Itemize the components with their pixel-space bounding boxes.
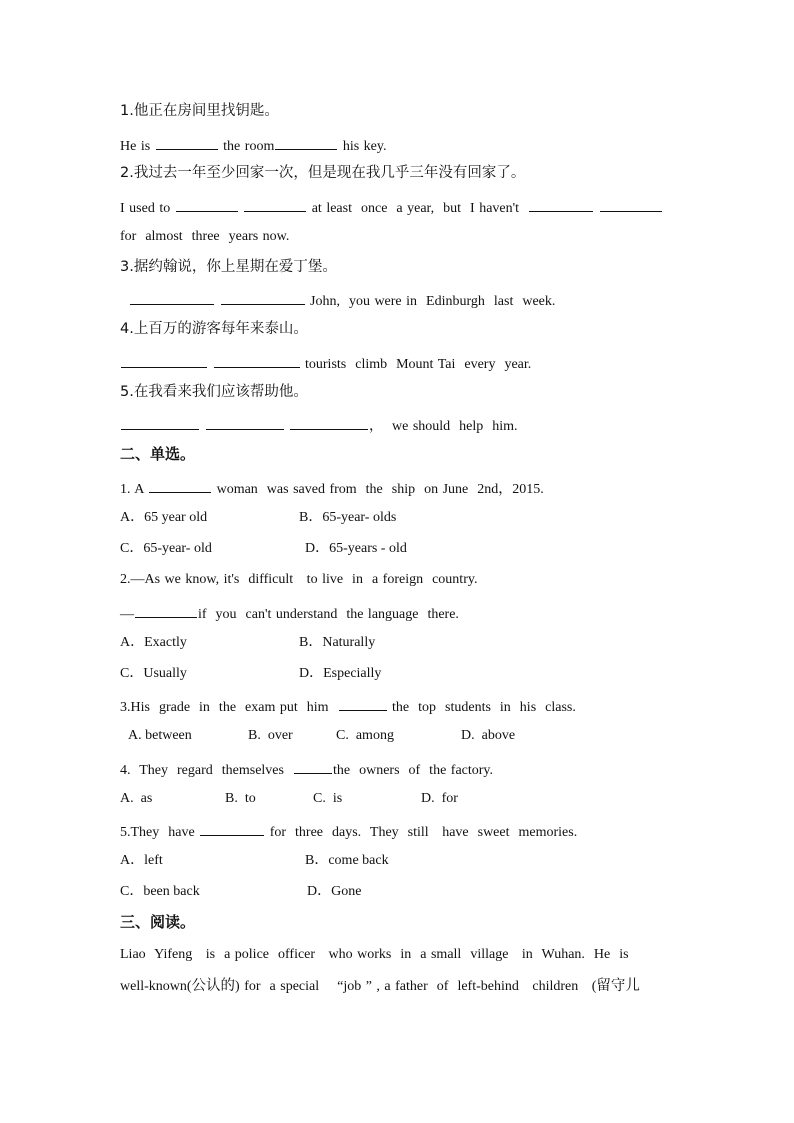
mc-q5 [120,821,577,842]
answer-blank[interactable] [339,696,387,711]
reading-line-2 [120,977,640,996]
q2-english-line1 [120,197,663,218]
mc-q1-text-a: 1. A [120,482,144,497]
mc-q2-option-b[interactable]: B．Naturally [299,635,376,650]
q1-text-b: the room [223,139,275,154]
mc-q5-text-b: for three days. They still have sweet memories. [269,825,578,840]
q4-chinese: 4.上百万的游客每年来泰山。 [120,321,308,337]
answer-blank[interactable] [290,415,368,430]
mc-q4-text-b: the owners of the factory. [332,763,494,778]
q1-english [120,135,386,156]
mc-q4 [120,759,493,780]
mc-q1-text-b: woman was saved from the ship on June 2nd，2015. [216,482,544,497]
mc-q2-option-c[interactable]: C．Usually [120,666,187,681]
answer-blank[interactable] [206,415,284,430]
answer-blank[interactable] [221,290,305,305]
reading-text-a: well-known( [120,979,192,994]
mc-q5-option-d[interactable]: D．Gone [307,884,362,899]
mc-q3-text-a: 3.His grade in the exam put him [120,700,329,715]
mc-q4-option-c[interactable]: C. is [313,791,343,806]
mc-q1-option-c[interactable]: C．65-year- old [120,541,212,556]
q3-text: John, you were in Edinburgh last week. [310,294,556,309]
mc-q2-line1: 2.—As we know, it's difficult to live in a foreign country. [120,572,478,587]
mc-q1-option-a[interactable]: A．65 year old [120,510,208,525]
q4-text: tourists climb Mount Tai every year. [305,357,532,372]
q2-text-a: I used to [120,201,171,216]
q2-text-b: at least once a year, but I haven't [311,201,520,216]
mc-q3 [120,696,576,717]
q1-chinese: 1.他正在房间里找钥匙。 [120,103,279,119]
answer-blank[interactable] [244,197,306,212]
mc-q3-option-d[interactable]: D. above [461,728,516,743]
q5-chinese: 5.在我看来我们应该帮助他。 [120,384,308,400]
answer-blank[interactable] [275,135,337,150]
mc-q5-option-a[interactable]: A．left [120,853,163,868]
q2-chinese: 2.我过去一年至少回家一次，但是现在我几乎三年没有回家了。 [120,165,526,181]
q1-text-c: his key. [342,139,387,154]
mc-q1 [120,478,544,499]
reading-chinese-gloss-2: 留守儿 [596,978,640,994]
answer-blank[interactable] [156,135,218,150]
answer-blank[interactable] [200,821,264,836]
q4-english [120,353,531,374]
answer-blank[interactable] [600,197,662,212]
q5-english [120,415,518,436]
mc-q2-option-d[interactable]: D．Especially [299,666,382,681]
answer-blank[interactable] [176,197,238,212]
mc-q2-text: if you can't understand the language there. [198,607,459,622]
mc-q5-option-b[interactable]: B．come back [305,853,389,868]
mc-q2-line2 [120,603,459,624]
q2-english-line2: for almost three years now. [120,229,290,244]
mc-q2-dash: — [120,607,134,622]
q3-english [120,290,555,311]
mc-q1-option-b[interactable]: B．65-year- olds [299,510,397,525]
q3-chinese: 3.据约翰说，你上星期在爱丁堡。 [120,259,337,275]
mc-q4-option-b[interactable]: B. to [225,791,256,806]
mc-q3-option-a[interactable]: A. between [128,728,192,743]
mc-q3-option-c[interactable]: C. among [336,728,394,743]
section-heading-choice: 二、单选。 [120,445,196,463]
answer-blank[interactable] [135,603,197,618]
reading-text-b: ) for a special “job ” , a father of left-behind children ( [235,979,597,994]
answer-blank[interactable] [214,353,300,368]
mc-q4-option-d[interactable]: D. for [421,791,458,806]
answer-blank[interactable] [121,353,207,368]
mc-q3-text-b: the top students in his class. [392,700,576,715]
answer-blank[interactable] [149,478,211,493]
answer-blank[interactable] [294,759,332,774]
answer-blank[interactable] [121,415,199,430]
answer-blank[interactable] [529,197,593,212]
mc-q4-text-a: 4. They regard themselves [120,763,284,778]
mc-q1-option-d[interactable]: D．65-years - old [305,541,407,556]
answer-blank[interactable] [130,290,214,305]
mc-q3-option-b[interactable]: B. over [248,728,293,743]
mc-q5-text-a: 5.They have [120,825,195,840]
mc-q5-option-c[interactable]: C．been back [120,884,200,899]
reading-chinese-gloss: 公认的 [191,978,236,994]
mc-q4-option-a[interactable]: A. as [120,791,153,806]
reading-line-1: Liao Yifeng is a police officer who works in a small village in Wuhan. He is [120,947,629,962]
section-heading-reading: 三、阅读。 [120,913,196,931]
q5-text: ， we should help him. [369,419,518,434]
q1-text-a: He is [120,139,151,154]
mc-q2-option-a[interactable]: A．Exactly [120,635,187,650]
